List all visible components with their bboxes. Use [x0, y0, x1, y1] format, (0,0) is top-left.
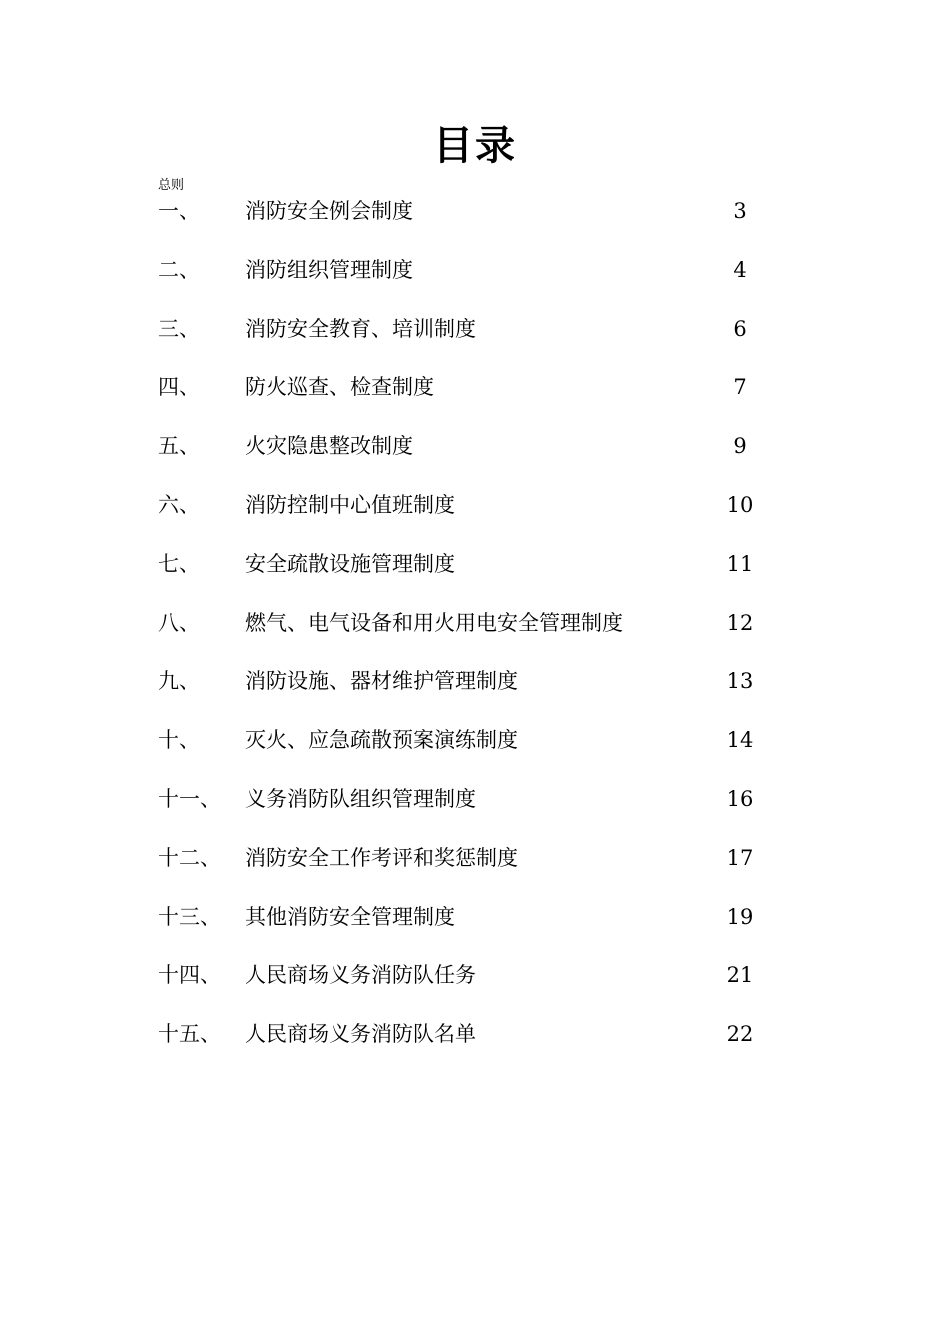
toc-entry-title: 火灾隐患整改制度: [245, 434, 413, 459]
toc-entry-page: 9: [733, 434, 747, 459]
toc-entry-page: 17: [726, 845, 754, 870]
toc-entry[interactable]: [0, 429, 950, 488]
toc-entry-title: 人民商场义务消防队任务: [245, 963, 476, 988]
toc-entry[interactable]: [0, 782, 950, 841]
toc-entry[interactable]: [0, 664, 950, 723]
toc-entry[interactable]: [0, 312, 950, 371]
toc-entry-title: 燃气、电气设备和用火用电安全管理制度: [245, 610, 623, 635]
toc-entry-number: 六、: [158, 492, 200, 517]
toc-entry[interactable]: [0, 253, 950, 312]
toc-entry[interactable]: [0, 723, 950, 782]
toc-entry-page: 16: [726, 786, 754, 811]
toc-entry-title: 其他消防安全管理制度: [245, 904, 455, 929]
toc-entry-number: 九、: [158, 669, 200, 694]
toc-entry-page: 6: [733, 316, 747, 341]
toc-entry-number: 八、: [158, 610, 200, 635]
toc-entry-page: 13: [726, 669, 754, 694]
toc-entry-number: 十四、: [158, 963, 221, 988]
toc-entry-page: 14: [726, 728, 754, 753]
toc-entry-page: 22: [726, 1022, 754, 1047]
toc-entry-title: 消防组织管理制度: [245, 257, 413, 282]
toc-entry-number: 五、: [158, 434, 200, 459]
toc-entry-title: 灭火、应急疏散预案演练制度: [245, 728, 518, 753]
toc-entry[interactable]: [0, 370, 950, 429]
toc-entry-page: 19: [726, 904, 754, 929]
page-title: 目录: [433, 122, 517, 169]
toc-entry[interactable]: [0, 194, 950, 253]
toc-entry-title: 义务消防队组织管理制度: [245, 786, 476, 811]
toc-entry-title: 消防控制中心值班制度: [245, 492, 455, 517]
toc-entry[interactable]: [0, 606, 950, 665]
toc-entry[interactable]: [0, 547, 950, 606]
toc-entry-page: 12: [726, 610, 754, 635]
toc-entry-page: 3: [733, 199, 747, 223]
toc-list: [0, 194, 950, 1076]
toc-entry-number: 三、: [158, 316, 200, 341]
toc-entry-page: 7: [733, 375, 747, 400]
toc-entry[interactable]: [0, 958, 950, 1017]
toc-entry[interactable]: [0, 488, 950, 547]
toc-entry-number: 一、: [158, 199, 200, 223]
toc-entry-page: 10: [726, 492, 754, 517]
toc-entry-page: 21: [726, 963, 754, 988]
toc-entry-number: 十五、: [158, 1022, 221, 1047]
toc-entry-number: 十二、: [158, 845, 221, 870]
toc-entry-number: 十一、: [158, 786, 221, 811]
toc-entry[interactable]: [0, 841, 950, 900]
toc-entry-number: 十、: [158, 728, 200, 753]
toc-entry[interactable]: [0, 1017, 950, 1076]
toc-entry-page: 4: [733, 257, 747, 282]
toc-entry-number: 四、: [158, 375, 200, 400]
toc-entry-title: 安全疏散设施管理制度: [245, 551, 455, 576]
section-subheading: 总则: [158, 178, 185, 193]
toc-entry-page: 11: [726, 551, 754, 576]
toc-entry-number: 二、: [158, 257, 200, 282]
toc-entry-title: 消防安全例会制度: [245, 199, 413, 223]
toc-entry-title: 消防安全工作考评和奖惩制度: [245, 845, 518, 870]
toc-entry-title: 防火巡查、检查制度: [245, 375, 434, 400]
toc-entry-number: 七、: [158, 551, 200, 576]
toc-entry-title: 消防设施、器材维护管理制度: [245, 669, 518, 694]
toc-entry-number: 十三、: [158, 904, 221, 929]
toc-entry-title: 人民商场义务消防队名单: [245, 1022, 476, 1047]
toc-entry[interactable]: [0, 900, 950, 959]
toc-entry-title: 消防安全教育、培训制度: [245, 316, 476, 341]
